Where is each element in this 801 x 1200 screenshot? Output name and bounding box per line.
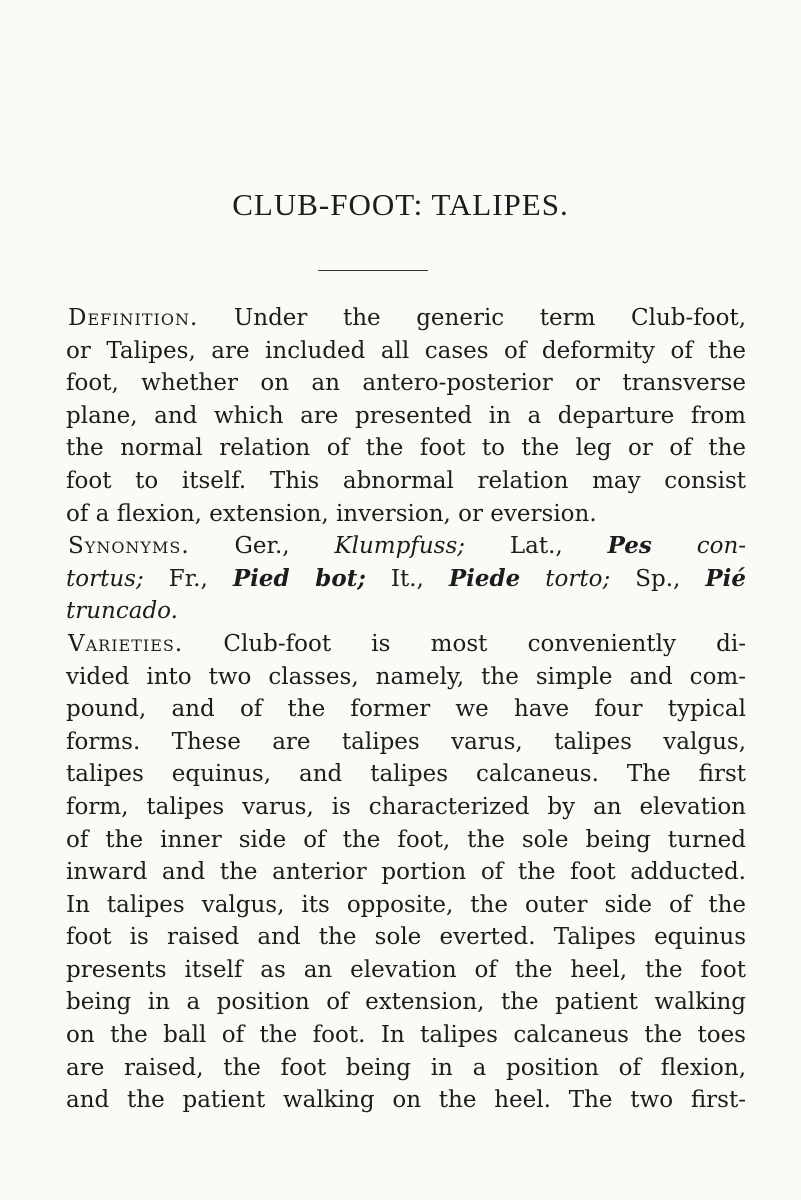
- synonym-ger-prefix: Ger.,: [234, 533, 290, 560]
- chapter-title: CLUB-FOOT: TALIPES.: [232, 187, 569, 222]
- definition-label: Definition.: [68, 305, 199, 331]
- synonym-lat-term-b: tortus;: [66, 565, 144, 592]
- synonyms-line: [66, 530, 746, 563]
- varieties-line: being in a position of extension, the patient walking: [66, 989, 746, 1016]
- body-text: [66, 302, 746, 1117]
- varieties-line: form, talipes varus, is characterized by an elevation: [66, 793, 746, 820]
- varieties-line: are raised, the foot being in a position of flexion,: [66, 1054, 746, 1081]
- varieties-line: talipes equinus, and talipes calcaneus. The first: [66, 761, 746, 788]
- definition-line: [66, 302, 746, 335]
- varieties-label: Varieties.: [68, 630, 184, 657]
- varieties-line: pound, and of the former we have four typical: [66, 696, 746, 723]
- definition-line: foot, whether on an antero-posterior or transverse: [66, 370, 746, 397]
- varieties-text: Club-foot is most conveniently di-: [223, 630, 746, 657]
- definition-line: the normal relation of the foot to the leg or of the: [66, 435, 746, 462]
- synonym-fr-prefix: Fr.,: [168, 565, 208, 592]
- varieties-line: forms. These are talipes varus, talipes valgus,: [66, 728, 746, 755]
- synonyms-line: [66, 595, 746, 628]
- definition-line: plane, and which are presented in a departure from: [66, 402, 746, 429]
- varieties-line: foot is raised and the sole everted. Talipes equinus: [66, 924, 746, 951]
- synonym-it-term-bold: Piede: [448, 564, 521, 592]
- synonym-lat-term-a: con-: [696, 533, 747, 560]
- synonym-lat-term-bold: Pes: [607, 532, 652, 560]
- varieties-line: In talipes valgus, its opposite, the outer side of the: [66, 891, 746, 918]
- varieties-line: presents itself as an elevation of the heel, the foot: [66, 956, 746, 983]
- synonym-it-term: torto;: [545, 565, 611, 592]
- varieties-line: on the ball of the foot. In talipes calcaneus the toes: [66, 1022, 746, 1049]
- varieties-line: [66, 628, 746, 661]
- varieties-line: and the patient walking on the heel. The two first-: [66, 1087, 746, 1114]
- varieties-line: vided into two classes, namely, the simple and com-: [66, 663, 746, 690]
- synonym-sp-term-bold: Pié: [705, 564, 747, 592]
- synonyms-label: Synonyms.: [68, 533, 190, 560]
- synonym-it-prefix: It.,: [390, 565, 424, 592]
- synonym-lat-prefix: Lat.,: [509, 533, 563, 560]
- synonym-sp-prefix: Sp.,: [635, 565, 681, 592]
- synonyms-line: [66, 563, 746, 596]
- definition-line: of a flexion, extension, inversion, or eversion.: [66, 500, 597, 527]
- title-rule: [318, 270, 428, 271]
- varieties-line: of the inner side of the foot, the sole being turned: [66, 826, 746, 853]
- synonym-fr-term: Pied bot;: [232, 564, 366, 592]
- definition-text: Under the generic term Club-foot,: [233, 305, 747, 331]
- varieties-line: inward and the anterior portion of the foot adducted.: [66, 859, 746, 886]
- synonym-sp-term: truncado.: [66, 598, 178, 625]
- definition-line: or Talipes, are included all cases of deformity of the: [66, 337, 746, 364]
- definition-line: foot to itself. This abnormal relation may consist: [66, 467, 746, 494]
- synonym-ger-term: Klumpfuss;: [334, 533, 466, 560]
